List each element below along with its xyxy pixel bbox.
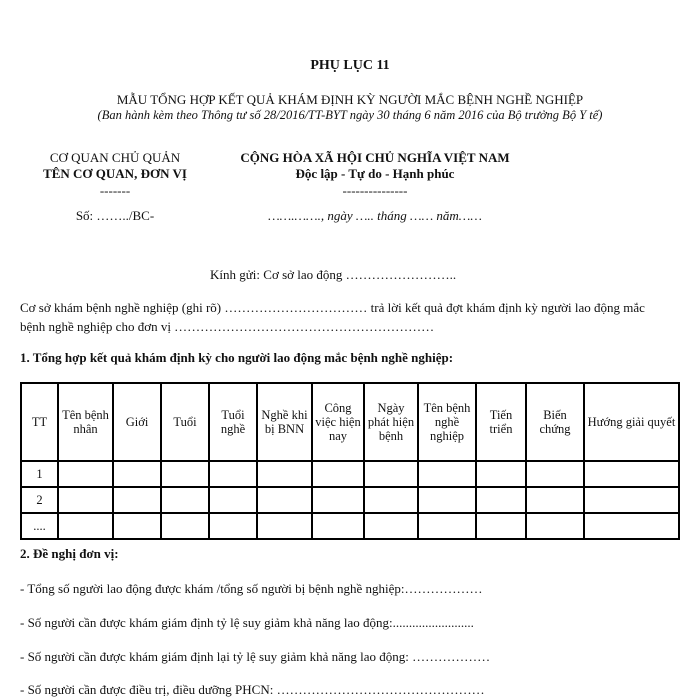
table-cell	[584, 461, 679, 487]
results-table	[20, 382, 680, 540]
document-number: Số: ……../BC-	[75, 208, 155, 223]
table-cell	[312, 461, 364, 487]
table-cell	[257, 513, 312, 539]
table-cell	[418, 487, 476, 513]
table-cell	[364, 461, 418, 487]
intro-paragraph: Cơ sở khám bệnh nghề nghiệp (ghi rõ) …………………………… trả lời kết quả đợt khám định kỳ người lao động mắc bệnh nghề nghiệp cho đơn vị ……………………………………………………	[20, 300, 645, 334]
appendix-heading: PHỤ LỤC 11	[310, 58, 390, 73]
table-cell	[312, 487, 364, 513]
table-row	[21, 461, 679, 487]
table-cell: 1	[21, 461, 58, 487]
national-motto: Độc lập - Tự do - Hạnh phúc	[295, 166, 455, 181]
proposal-item: - Số người cần được khám giám định lại tỷ lệ suy giảm khả năng lao động: ………………	[20, 649, 491, 664]
header-cell: Tiến triển	[476, 383, 526, 461]
header-cell: Tuổi	[161, 383, 209, 461]
table-cell	[209, 461, 257, 487]
header-cell: Tên bệnh nhân	[58, 383, 113, 461]
table-cell	[476, 487, 526, 513]
table-cell	[364, 487, 418, 513]
form-title: MẪU TỔNG HỢP KẾT QUẢ KHÁM ĐỊNH KỲ NGƯỜI MẮC BỆNH NGHỀ NGHIỆP	[116, 92, 584, 107]
proposal-item: - Tổng số người lao động được khám /tổng số người bị bệnh nghề nghiệp:………………	[20, 581, 483, 596]
table-cell	[584, 487, 679, 513]
header-cell: TT	[21, 383, 58, 461]
table-cell: 2	[21, 487, 58, 513]
table-cell	[58, 513, 113, 539]
table-row	[21, 513, 679, 539]
header-cell: Tên bệnh nghề nghiệp	[418, 383, 476, 461]
table-cell	[476, 513, 526, 539]
table-cell	[161, 461, 209, 487]
header-cell: Ngày phát hiện bệnh	[364, 383, 418, 461]
left-divider: -------	[99, 183, 131, 198]
table-cell	[161, 513, 209, 539]
date-line: …….……., ngày ….. tháng …… năm……	[268, 208, 482, 223]
table-cell	[312, 513, 364, 539]
proposal-item: - Số người cần được điều trị, điều dưỡng PHCN: …………………………………………	[20, 682, 485, 697]
table-cell	[209, 487, 257, 513]
table-cell	[476, 461, 526, 487]
proposal-item: - Số người cần được khám giám định tỷ lệ suy giảm khả năng lao động:.........................	[20, 615, 474, 630]
header-cell: Hướng giải quyết	[584, 383, 679, 461]
table-row	[21, 487, 679, 513]
table-cell	[58, 487, 113, 513]
table-cell	[257, 461, 312, 487]
header-cell: Giới	[113, 383, 161, 461]
table-cell	[364, 513, 418, 539]
section-2-title: 2. Đề nghị đơn vị:	[20, 546, 119, 561]
table-cell	[584, 513, 679, 539]
table-cell: ....	[21, 513, 58, 539]
table-header-row	[21, 383, 679, 461]
table-cell	[526, 461, 584, 487]
table-cell	[113, 487, 161, 513]
issued-note: (Ban hành kèm theo Thông tư số 28/2016/TT-BYT ngày 30 tháng 6 năm 2016 của Bộ trưởng Bộ Y tế)	[97, 108, 603, 122]
header-cell: Tuổi nghề	[209, 383, 257, 461]
table-cell	[113, 461, 161, 487]
greeting: Kính gửi: Cơ sở lao động ……………………..	[210, 267, 457, 282]
table-cell	[113, 513, 161, 539]
section-1-title: 1. Tổng hợp kết quả khám định kỳ cho người lao động mắc bệnh nghề nghiệp:	[20, 350, 454, 365]
table-cell	[418, 461, 476, 487]
table-cell	[209, 513, 257, 539]
national-title: CỘNG HÒA XÃ HỘI CHỦ NGHĨA VIỆT NAM	[240, 150, 510, 165]
right-divider: ---------------	[342, 183, 408, 198]
table-cell	[161, 487, 209, 513]
header-cell: Công việc hiện nay	[312, 383, 364, 461]
header-cell: Biến chứng	[526, 383, 584, 461]
parent-agency: CƠ QUAN CHỦ QUẢN	[49, 150, 181, 165]
table-cell	[257, 487, 312, 513]
table-cell	[526, 487, 584, 513]
table-cell	[526, 513, 584, 539]
table-cell	[418, 513, 476, 539]
header-cell: Nghề khi bị BNN	[257, 383, 312, 461]
unit-name: TÊN CƠ QUAN, ĐƠN VỊ	[43, 166, 187, 181]
table-cell	[58, 461, 113, 487]
